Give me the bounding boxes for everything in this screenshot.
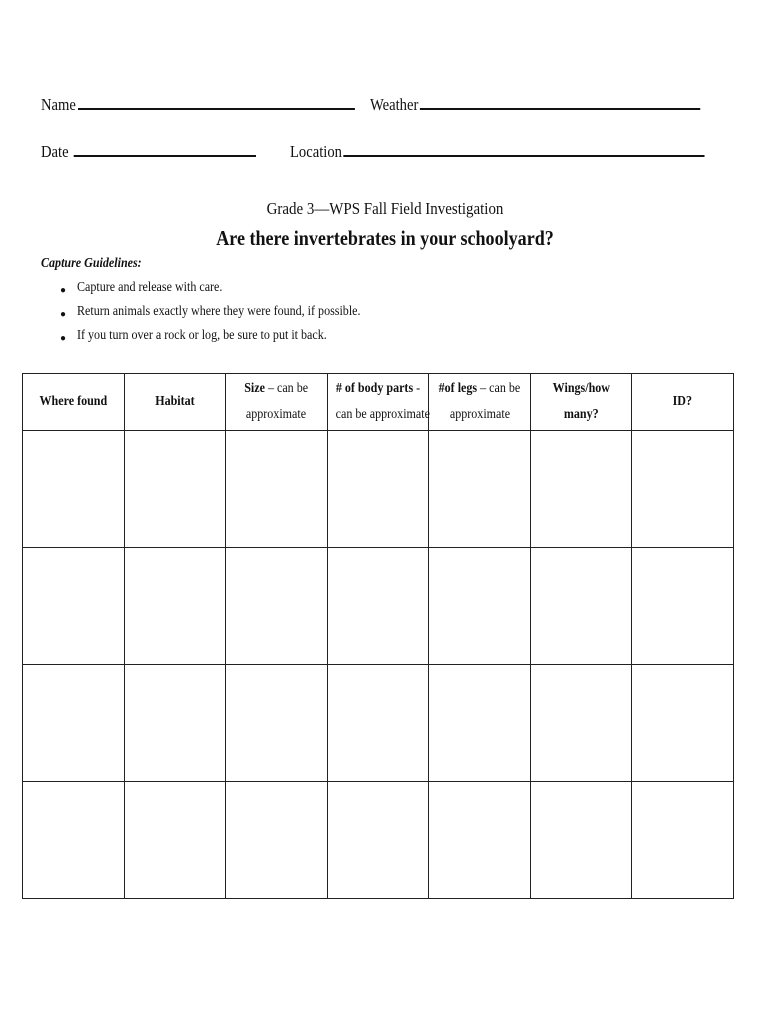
table-cell[interactable] [327,665,429,782]
column-header-body-parts: # of body parts - can be approximate [327,374,429,431]
table-cell[interactable] [530,431,632,548]
table-cell[interactable] [327,782,429,899]
guideline-text: Return animals exactly where they were found, if possible. [77,304,361,319]
table-cell[interactable] [632,431,734,548]
table-cell[interactable] [429,782,531,899]
table-cell[interactable] [530,665,632,782]
table-cell[interactable] [327,548,429,665]
column-header-where-found: Where found [23,374,125,431]
table-row [23,431,734,548]
date-blank-line[interactable] [74,141,256,157]
worksheet-subtitle: Grade 3—WPS Fall Field Investigation [266,199,504,218]
name-label: Name [41,95,76,114]
weather-field [370,94,700,115]
date-field [41,141,256,162]
table-cell[interactable] [226,665,328,782]
table-cell[interactable] [23,431,125,548]
guideline-text: Capture and release with care. [77,280,223,295]
bullet-icon: ● [60,285,67,296]
table-cell[interactable] [632,665,734,782]
table-cell[interactable] [124,782,226,899]
table-cell[interactable] [429,431,531,548]
table-cell[interactable] [226,782,328,899]
table-row [23,782,734,899]
name-blank-line[interactable] [78,94,355,110]
table-cell[interactable] [124,548,226,665]
table-cell[interactable] [23,665,125,782]
date-label: Date [41,142,69,161]
table-cell[interactable] [124,665,226,782]
weather-blank-line[interactable] [420,94,700,110]
column-header-size: Size – can be approximate [226,374,328,431]
worksheet-title: Are there invertebrates in your schoolyard? [216,226,554,250]
table-cell[interactable] [23,548,125,665]
table-cell[interactable] [429,548,531,665]
bullet-icon: ● [60,309,67,320]
column-header-id: ID? [632,374,734,431]
table-cell[interactable] [530,782,632,899]
invertebrate-data-table [22,373,734,899]
table-cell[interactable] [327,431,429,548]
column-header-habitat: Habitat [124,374,226,431]
capture-guidelines-heading: Capture Guidelines: [41,256,142,271]
table-header-row [23,374,734,431]
column-header-legs: #of legs – can be approximate [429,374,531,431]
table-row [23,665,734,782]
table-cell[interactable] [23,782,125,899]
table-cell[interactable] [226,548,328,665]
location-blank-line[interactable] [344,141,705,157]
table-cell[interactable] [226,431,328,548]
weather-label: Weather [370,95,419,114]
table-cell[interactable] [530,548,632,665]
table-cell[interactable] [429,665,531,782]
table-cell[interactable] [632,548,734,665]
table-row [23,548,734,665]
bullet-icon: ● [60,333,67,344]
column-header-wings: Wings/how many? [530,374,632,431]
name-field [41,94,355,115]
guideline-text: If you turn over a rock or log, be sure to put it back. [77,328,327,343]
table-cell[interactable] [124,431,226,548]
location-field [290,141,705,162]
table-cell[interactable] [632,782,734,899]
location-label: Location [290,142,342,161]
